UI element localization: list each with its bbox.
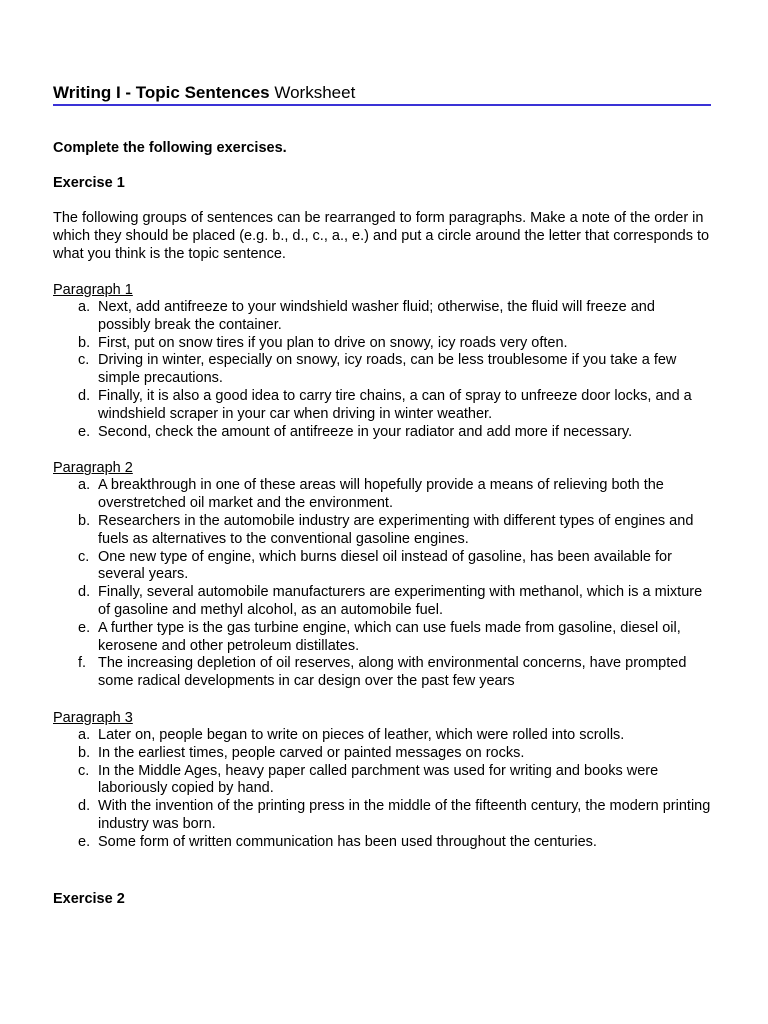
list-item (53, 388, 711, 424)
page-title (53, 82, 711, 104)
list-item-letter: c. (78, 352, 90, 369)
paragraph-block-3 (53, 709, 711, 852)
list-item-text: Next, add antifreeze to your windshield washer fluid; otherwise, the fluid will freeze and possibly break the container. (98, 299, 655, 333)
list-item (53, 424, 711, 442)
list-item-letter: e. (78, 423, 91, 440)
title-regular-part: Worksheet (269, 83, 356, 102)
list-item-letter: d. (78, 584, 91, 601)
list-item (53, 335, 711, 353)
list-item-letter: d. (78, 798, 91, 815)
list-item-text: In the earliest times, people carved or painted messages on rocks. (98, 744, 525, 761)
list-item (53, 513, 711, 549)
list-item-letter: a. (78, 726, 91, 743)
paragraph-label: Paragraph 2 (53, 460, 133, 477)
list-item-marker (53, 299, 98, 335)
list-item (53, 477, 711, 513)
list-item (53, 584, 711, 620)
list-item-marker (53, 513, 98, 549)
list-item-text: One new type of engine, which burns diesel oil instead of gasoline, has been available for several years. (98, 548, 672, 583)
list-item (53, 620, 711, 656)
list-item-letter: f. (78, 655, 87, 672)
list-item (53, 299, 711, 335)
list-item-letter: d. (78, 387, 91, 404)
list-item-marker (53, 584, 98, 620)
list-item-marker (53, 335, 98, 353)
list-item-letter: b. (78, 744, 91, 761)
list-item (53, 798, 711, 834)
list-item-marker (53, 477, 98, 513)
list-item-marker (53, 727, 98, 745)
list-item-text: Researchers in the automobile industry are experimenting with different types of engines and fuels as alternatives to the conventional gasoline engines. (98, 512, 694, 547)
paragraph-block-1 (53, 281, 711, 441)
list-item-text: First, put on snow tires if you plan to drive on snowy, icy roads very often. (98, 334, 568, 351)
list-item-letter: e. (78, 833, 91, 850)
exercise-1-intro: The following groups of sentences can be rearranged to form paragraphs. Make a note of the order in which they should be placed (e.g. b., d., c., a., e.) and put a circle around the letter that corresponds to what you think is the topic sentence. (53, 210, 710, 262)
list-item (53, 655, 711, 691)
list-item-marker (53, 655, 98, 691)
paragraph-groups (53, 281, 711, 852)
list-item-marker (53, 763, 98, 799)
list-item-marker (53, 388, 98, 424)
paragraph-label: Paragraph 1 (53, 282, 133, 298)
list-item-text: Later on, people began to write on pieces of leather, which were rolled into scrolls. (98, 726, 625, 743)
list-item-text: The increasing depletion of oil reserves, along with environmental concerns, have prompted some radical developments in car design over the past few years (98, 655, 687, 690)
list-item (53, 352, 711, 388)
list-item-letter: b. (78, 512, 91, 529)
list-item-text: Finally, it is also a good idea to carry tire chains, a can of spray to unfreeze door locks, and a windshield scraper in your car when driving in winter weather. (98, 387, 692, 422)
list-item (53, 727, 711, 745)
list-item-text: Second, check the amount of antifreeze in your radiator and add more if necessary. (98, 423, 633, 440)
worksheet-page (53, 82, 711, 852)
list-item (53, 834, 711, 852)
list-item-text: Some form of written communication has been used throughout the centuries. (98, 833, 597, 850)
list-item-text: In the Middle Ages, heavy paper called parchment was used for writing and books were laboriously copied by hand. (98, 762, 659, 797)
list-item-letter: b. (78, 334, 91, 351)
list-item-letter: e. (78, 619, 91, 636)
list-item-marker (53, 549, 98, 585)
list-item-text: A breakthrough in one of these areas will hopefully provide a means of relieving both the overstretched oil market and the environment. (98, 477, 664, 512)
list-item-marker (53, 834, 98, 852)
list-item-letter: c. (78, 762, 90, 779)
title-underline-rule (53, 104, 711, 106)
list-item-marker (53, 798, 98, 834)
list-item-marker (53, 424, 98, 442)
paragraph-block-2 (53, 459, 711, 691)
list-item-marker (53, 352, 98, 388)
list-item-letter: a. (78, 299, 91, 315)
list-item-marker (53, 620, 98, 656)
exercise-2-heading: Exercise 2 (53, 891, 125, 907)
list-item-text: A further type is the gas turbine engine, which can use fuels made from gasoline, diesel oil, kerosene and other petroleum distillates. (98, 619, 681, 654)
list-item (53, 745, 711, 763)
instruction-text: Complete the following exercises. (53, 140, 287, 156)
paragraph-label: Paragraph 3 (53, 709, 133, 726)
list-item-marker (53, 745, 98, 763)
list-item (53, 549, 711, 585)
exercise-1-heading: Exercise 1 (53, 175, 125, 191)
list-item-letter: c. (78, 548, 90, 565)
list-item-letter: a. (78, 477, 91, 494)
list-item-text: Finally, several automobile manufacturers are experimenting with methanol, which is a mixture of gasoline and methyl alcohol, as an automobile fuel. (98, 584, 703, 618)
list-item (53, 763, 711, 799)
list-item-text: Driving in winter, especially on snowy, icy roads, can be less troublesome if you take a few simple precautions. (98, 352, 677, 387)
list-item-text: With the invention of the printing press in the middle of the fifteenth century, the modern printing industry was born. (98, 798, 711, 832)
title-bold-part: Writing I - Topic Sentences (53, 83, 270, 102)
